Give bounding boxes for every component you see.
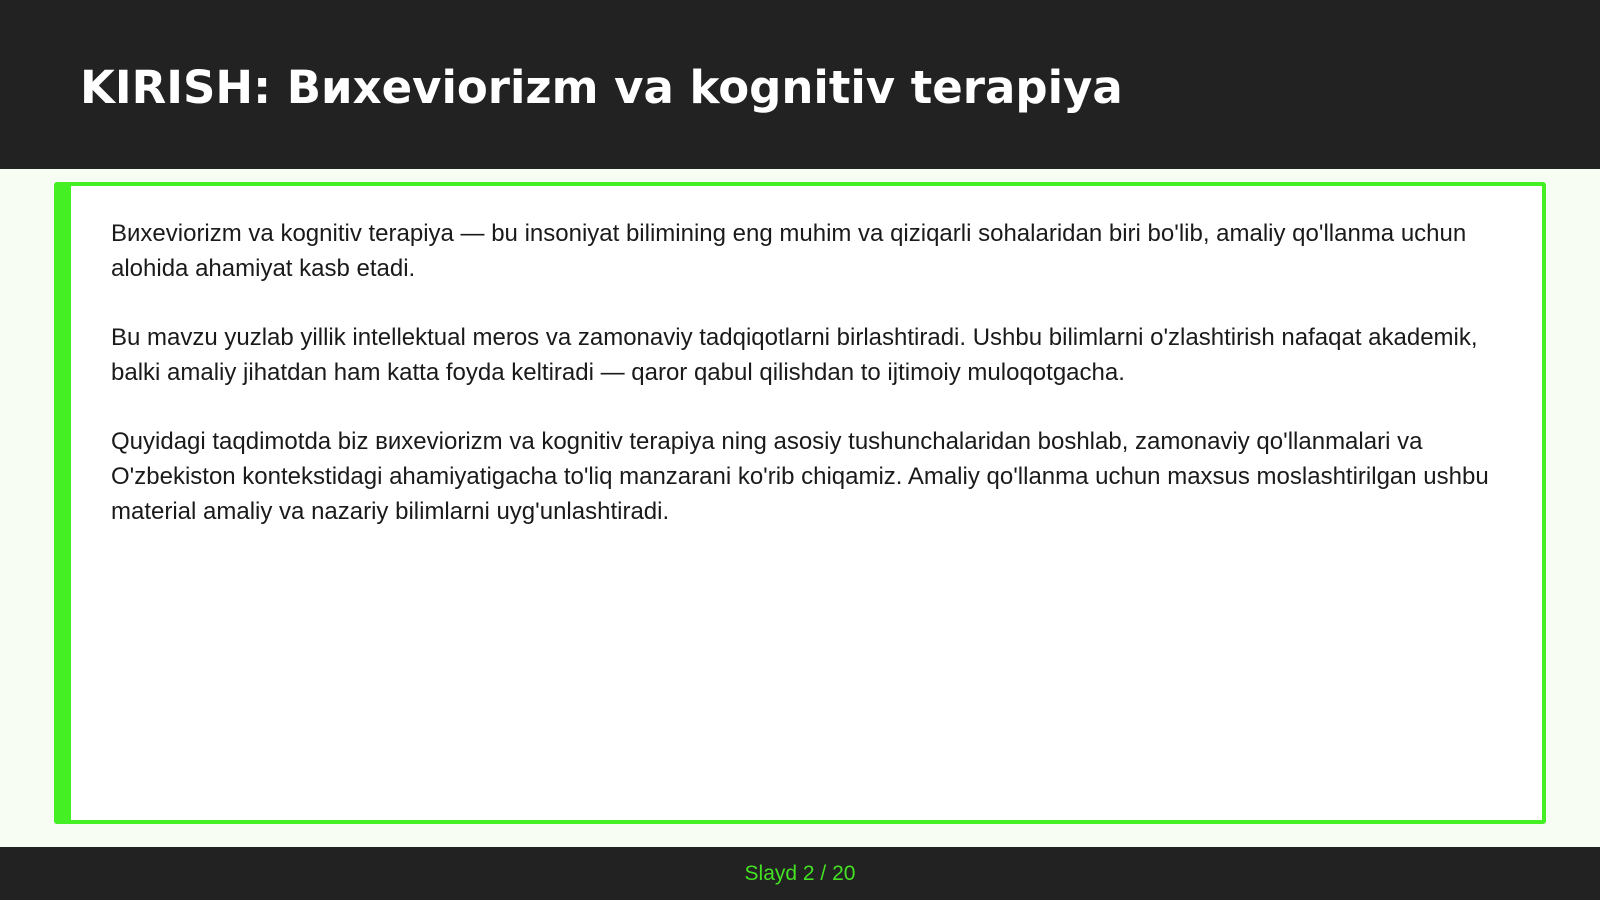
content-text [111, 216, 1511, 563]
paragraph-heritage: Bu mavzu yuzlab yillik intellektual meros va zamonaviy tadqiqotlarni birlashtiradi. Ushbu bilimlarni o'zlashtirish nafaqat akademik, balki amaliy jihatdan ham katta foyda keltiradi — qaror qabul qilishdan to ijtimoiy muloqotgacha. [111, 324, 1478, 386]
slide-title: KIRISH: Вихeviorizm va kognitiv terapiya [80, 61, 1123, 114]
paragraph-overview: Quyidagi taqdimotda biz вихeviorizm va kognitiv terapiya ning asosiy tushunchalaridan boshlab, zamonaviy qo'llanmalari va O'zbekiston kontekstidagi ahamiyatigacha to'liq manzarani ko'rib chiqamiz. Amaliy qo'llanma uchun maxsus moslashtirilgan ushbu material amaliy va nazariy bilimlarni uyg'unlashtiradi. [111, 428, 1489, 525]
slide-header [0, 0, 1600, 169]
slide-number: Slayd 2 / 20 [744, 862, 856, 885]
content-box [54, 182, 1546, 824]
slide-footer [0, 847, 1600, 900]
paragraph-intro: Вихeviorizm va kognitiv terapiya — bu insoniyat bilimining eng muhim va qiziqarli sohalaridan biri bo'lib, amaliy qo'llanma uchun alohida ahamiyat kasb etadi. [111, 220, 1467, 282]
